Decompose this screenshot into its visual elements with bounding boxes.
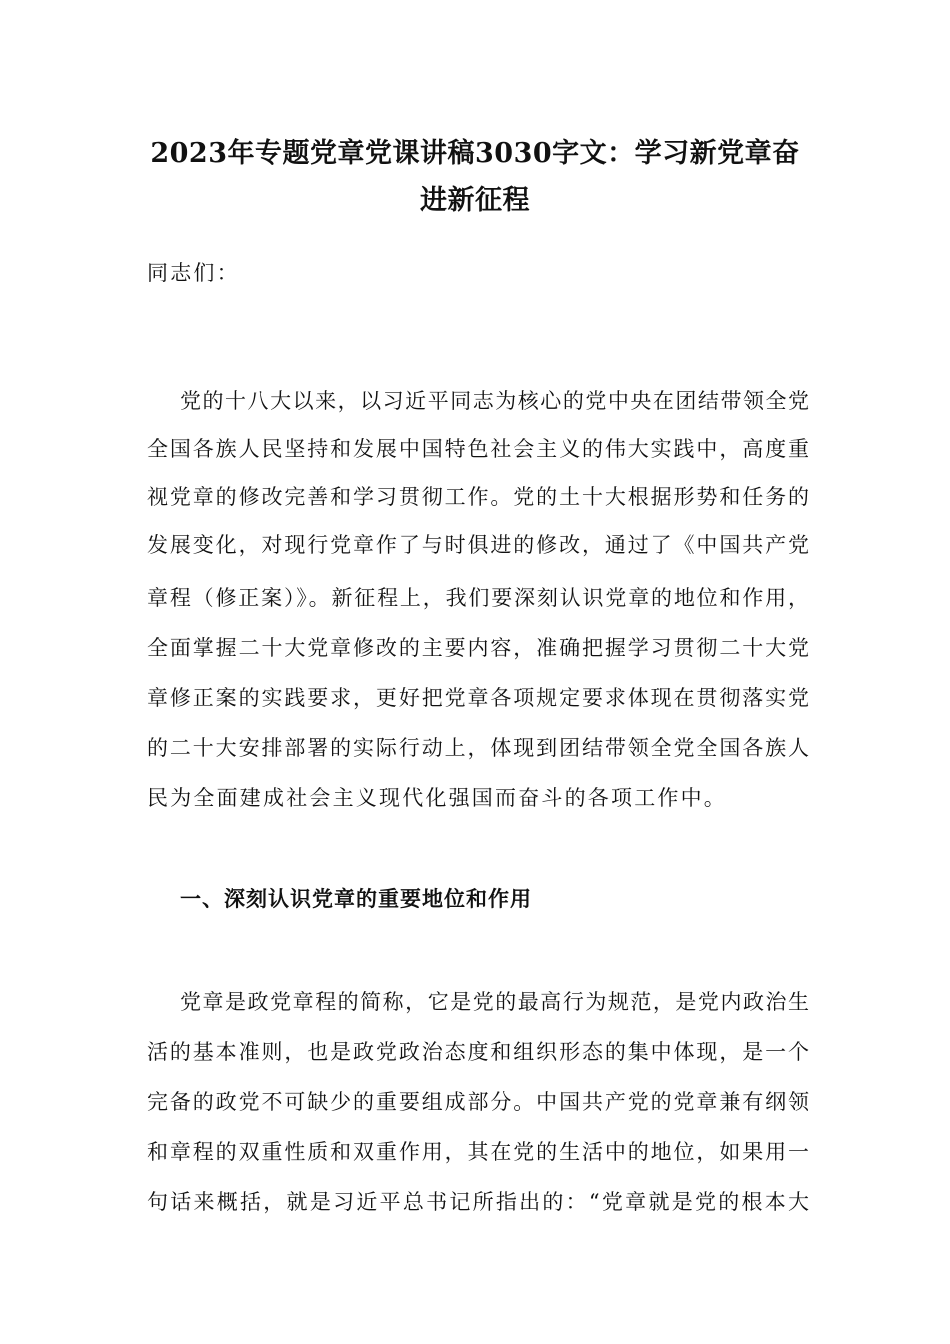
paragraph-2-line: 句话来概括，就是习近平总书记所指出的：“党章就是党的根本大	[147, 1190, 809, 1214]
paragraph-1-line: 全国各族人民坚持和发展中国特色社会主义的伟大实践中，高度重	[147, 437, 809, 461]
paragraph-2-line: 完备的政党不可缺少的重要组成部分。中国共产党的党章兼有纲领	[147, 1090, 809, 1114]
document-title-line-2: 进新征程	[420, 185, 530, 216]
paragraph-1-line: 党的十八大以来，以习近平同志为核心的党中央在团结带领全党	[180, 389, 809, 413]
paragraph-1-line: 章程（修正案）》。新征程上，我们要深刻认识党章的地位和作用，	[147, 586, 809, 610]
paragraph-1-line: 全面掌握二十大党章修改的主要内容，准确把握学习贯彻二十大党	[147, 636, 809, 660]
paragraph-2-line: 活的基本准则，也是政党政治态度和组织形态的集中体现，是一个	[147, 1040, 809, 1064]
paragraph-1-line: 视党章的修改完善和学习贯彻工作。党的土十大根据形势和任务的	[147, 485, 809, 509]
paragraph-2-line: 党章是政党章程的简称，它是党的最高行为规范，是党内政治生	[180, 990, 809, 1014]
paragraph-1-line: 章修正案的实践要求，更好把党章各项规定要求体现在贯彻落实党	[147, 686, 809, 710]
salutation: 同志们：	[147, 261, 240, 285]
paragraph-1-line: 的二十大安排部署的实际行动上，体现到团结带领全党全国各族人	[147, 736, 809, 760]
document-title-line-1: 2023年专题党章党课讲稿3030字文：学习新党章奋	[150, 138, 800, 169]
paragraph-1-line: 发展变化，对现行党章作了与时俱进的修改，通过了《中国共产党	[147, 533, 809, 557]
paragraph-1-line: 民为全面建成社会主义现代化强国而奋斗的各项工作中。	[147, 786, 727, 810]
section-1-heading: 一、深刻认识党章的重要地位和作用	[180, 886, 532, 911]
paragraph-2-line: 和章程的双重性质和双重作用，其在党的生活中的地位，如果用一	[147, 1140, 809, 1164]
